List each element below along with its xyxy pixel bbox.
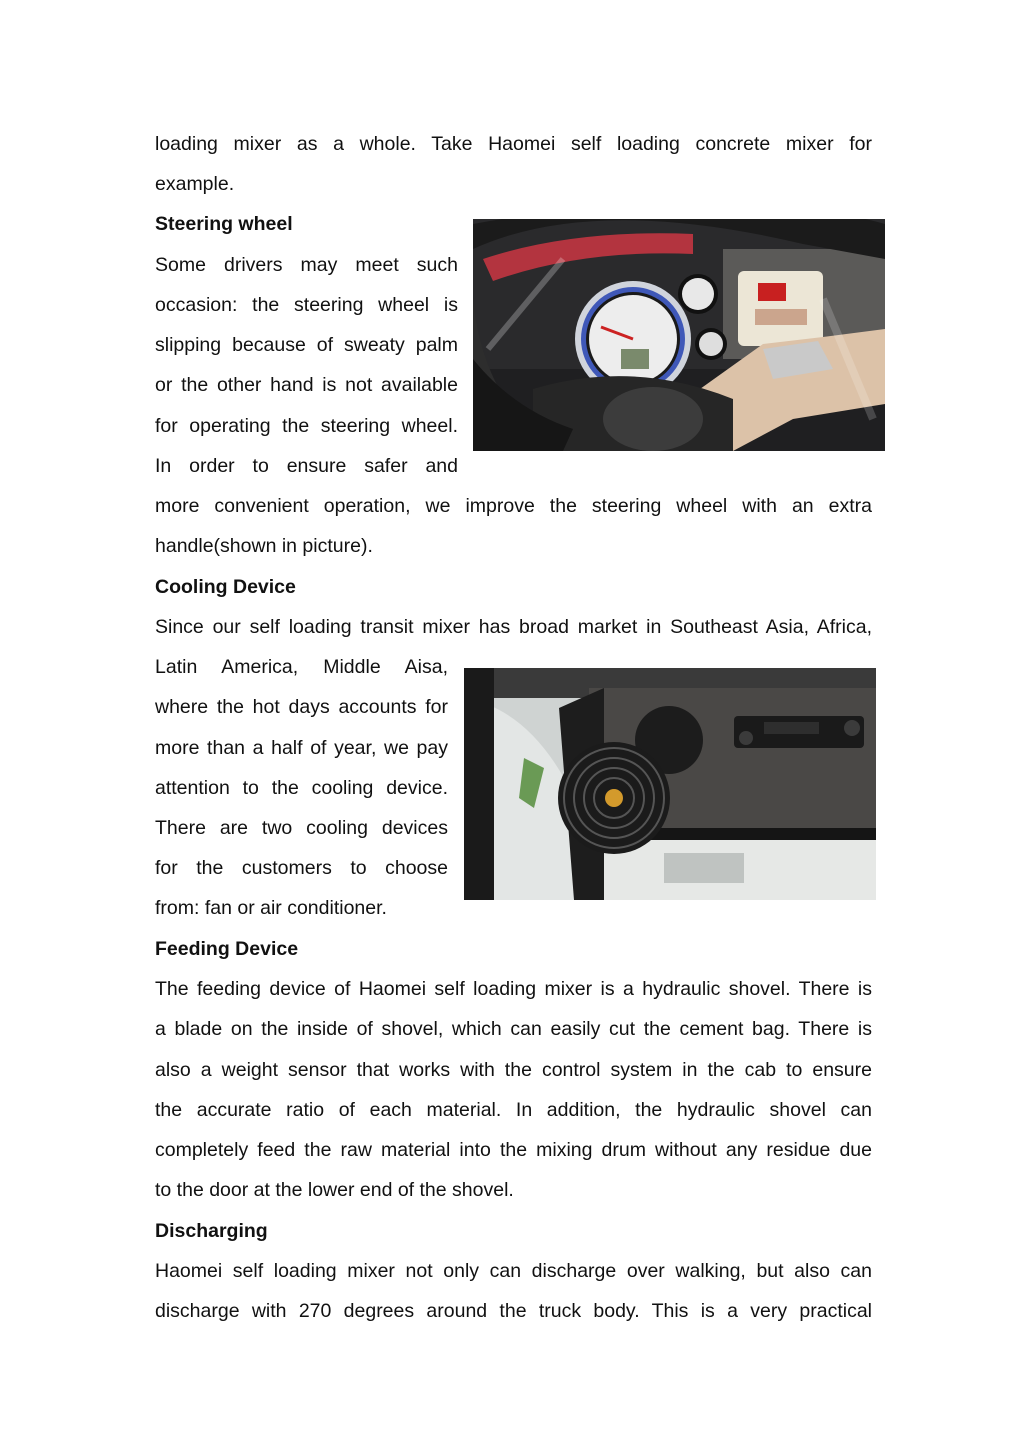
paragraph-line: example. bbox=[155, 173, 235, 195]
paragraph-line: handle(shown in picture). bbox=[155, 535, 373, 557]
paragraph-line: Some drivers may meet such bbox=[155, 254, 458, 276]
paragraph-line: occasion: the steering wheel is bbox=[155, 294, 458, 316]
paragraph-line: Since our self loading transit mixer has broad market in Southeast Asia, Africa, bbox=[155, 616, 872, 638]
paragraph-line: completely feed the raw material into the mixing drum without any residue due bbox=[155, 1139, 872, 1161]
steering-wheel-photo bbox=[473, 219, 885, 451]
paragraph-line: to the door at the lower end of the shovel. bbox=[155, 1179, 514, 1201]
paragraph-line: for operating the steering wheel. bbox=[155, 415, 458, 437]
paragraph-line: the accurate ratio of each material. In addition, the hydraulic shovel can bbox=[155, 1099, 872, 1121]
paragraph-line: There are two cooling devices bbox=[155, 817, 448, 839]
paragraph-line: more convenient operation, we improve the steering wheel with an extra bbox=[155, 495, 872, 517]
paragraph-line: discharge with 270 degrees around the truck body. This is a very practical bbox=[155, 1300, 872, 1322]
section-heading-cooling-device: Cooling Device bbox=[155, 576, 296, 598]
paragraph-line: more than a half of year, we pay bbox=[155, 737, 448, 759]
section-heading-steering-wheel: Steering wheel bbox=[155, 213, 293, 235]
paragraph-line: from: fan or air conditioner. bbox=[155, 897, 387, 919]
section-heading-feeding-device: Feeding Device bbox=[155, 938, 299, 960]
paragraph-line: a blade on the inside of shovel, which can easily cut the cement bag. There is bbox=[155, 1018, 872, 1040]
paragraph-line: loading mixer as a whole. Take Haomei self loading concrete mixer for bbox=[155, 133, 872, 155]
paragraph-line: Latin America, Middle Aisa, bbox=[155, 656, 448, 678]
section-heading-discharging: Discharging bbox=[155, 1220, 268, 1242]
paragraph-line: attention to the cooling device. bbox=[155, 777, 448, 799]
paragraph-line: slipping because of sweaty palm bbox=[155, 334, 458, 356]
paragraph-line: The feeding device of Haomei self loading mixer is a hydraulic shovel. There is bbox=[155, 978, 872, 1000]
paragraph-line: In order to ensure safer and bbox=[155, 455, 458, 477]
paragraph-line: Haomei self loading mixer not only can discharge over walking, but also can bbox=[155, 1260, 872, 1282]
cooling-fan-photo bbox=[464, 668, 876, 900]
paragraph-line: where the hot days accounts for bbox=[155, 696, 448, 718]
paragraph-line: also a weight sensor that works with the control system in the cab to ensure bbox=[155, 1059, 872, 1081]
paragraph-line: or the other hand is not available bbox=[155, 374, 458, 396]
paragraph-line: for the customers to choose bbox=[155, 857, 448, 879]
